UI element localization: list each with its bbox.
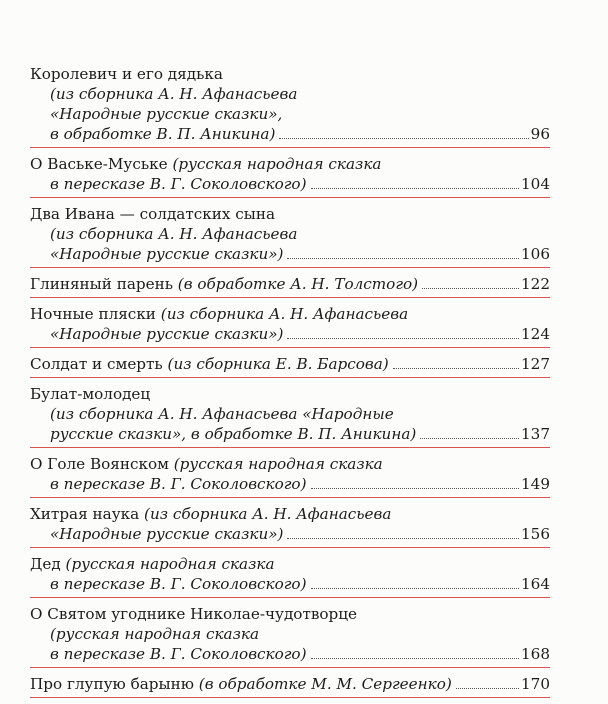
entry-subtitle-line [30, 84, 550, 104]
dot-leader [287, 538, 519, 539]
entry-title-line [30, 304, 550, 324]
entry-title-line [30, 504, 550, 524]
entry-source-text: (русская народная сказка [50, 625, 260, 643]
entry-title-text: Солдат и смерть [30, 355, 168, 373]
page-number: 127 [521, 355, 550, 373]
page-number: 137 [521, 425, 550, 443]
entry-source-text: (в обработке М. М. Сергеенко) [198, 675, 452, 693]
entry-subtitle-line [30, 624, 550, 644]
entry-title-line [30, 454, 550, 474]
entry-source-text: (из сборника А. Н. Афанасьева «Народные [50, 405, 394, 423]
entry-text [50, 424, 416, 444]
page-number: 96 [530, 125, 550, 143]
entry-source-text: в пересказе В. Г. Соколовского) [50, 645, 307, 663]
entry-text [30, 205, 275, 223]
entry-source-text: (из сборника А. Н. Афанасьева [50, 225, 298, 243]
entry-title-line [30, 384, 550, 404]
entry-title-line [30, 554, 550, 574]
dot-leader [287, 338, 519, 339]
entry-subtitle-line [30, 244, 550, 264]
entry-text [50, 574, 307, 594]
entry-text [50, 105, 282, 123]
entry-subtitle-line [30, 324, 550, 344]
entry-text [30, 305, 408, 323]
dot-leader [311, 188, 520, 189]
entry-text [50, 85, 297, 103]
entry-source-text: русские сказки», в обработке В. П. Аникина) [50, 425, 417, 443]
entry-title-text: Ночные пляски [30, 305, 161, 323]
toc-entry [30, 384, 550, 448]
entry-text [30, 385, 150, 403]
page-number: 104 [521, 175, 550, 193]
entry-text [50, 225, 297, 243]
entry-title-text: Дед [30, 555, 66, 573]
entry-title-text: О Святом угоднике Николае-чудотворце [30, 605, 358, 623]
toc-entry [30, 354, 550, 378]
entry-text [50, 474, 307, 494]
entry-subtitle-line [30, 404, 550, 424]
toc-entry [30, 64, 550, 148]
page-number: 164 [521, 575, 550, 593]
table-of-contents [30, 64, 550, 704]
entry-source-text: «Народные русские сказки») [50, 525, 284, 543]
entry-text [30, 674, 452, 694]
entry-source-text: «Народные русские сказки», [50, 105, 283, 123]
entry-source-text: (из сборника Е. В. Барсова) [167, 355, 389, 373]
toc-entry [30, 454, 550, 498]
entry-subtitle-line [30, 524, 550, 544]
entry-source-text: (из сборника А. Н. Афанасьева [50, 85, 298, 103]
dot-leader [420, 438, 519, 439]
dot-leader [311, 658, 520, 659]
toc-entry [30, 674, 550, 698]
dot-leader [393, 368, 519, 369]
entry-text [30, 555, 275, 573]
entry-text [50, 324, 283, 344]
entry-title-line [30, 64, 550, 84]
entry-subtitle-line [30, 424, 550, 444]
entry-title-text: Два Ивана — солдатских сына [30, 205, 276, 223]
entry-title-text: Королевич и его дядька [30, 65, 223, 83]
entry-source-text: в пересказе В. Г. Соколовского) [50, 175, 307, 193]
toc-entry [30, 204, 550, 268]
entry-subtitle-line [30, 124, 550, 144]
entry-title-line [30, 154, 550, 174]
entry-title-line [30, 354, 550, 374]
entry-source-text: (в обработке А. Н. Толстого) [177, 275, 419, 293]
page-number: 170 [521, 675, 550, 693]
entry-source-text: (русская народная сказка [65, 555, 275, 573]
entry-title-line [30, 274, 550, 294]
entry-subtitle-line [30, 644, 550, 664]
entry-source-text: (русская народная сказка [172, 155, 382, 173]
entry-text [50, 244, 283, 264]
entry-subtitle-line [30, 574, 550, 594]
dot-leader [279, 138, 528, 139]
entry-text [50, 405, 394, 423]
entry-text [30, 274, 418, 294]
page-number: 106 [521, 245, 550, 263]
toc-entry [30, 604, 550, 668]
entry-title-text: О Ваське-Муське [30, 155, 173, 173]
dot-leader [422, 288, 519, 289]
entry-source-text: (из сборника А. Н. Афанасьева [160, 305, 409, 323]
entry-source-text: в пересказе В. Г. Соколовского) [50, 475, 307, 493]
entry-text [30, 605, 357, 623]
entry-title-text: О Голе Воянском [30, 455, 174, 473]
entry-subtitle-line [30, 104, 550, 124]
entry-text [30, 354, 389, 374]
entry-subtitle-line [30, 474, 550, 494]
entry-source-text: (русская народная сказка [173, 455, 383, 473]
entry-source-text: «Народные русские сказки») [50, 245, 284, 263]
entry-title-text: Про глупую барыню [30, 675, 199, 693]
entry-subtitle-line [30, 224, 550, 244]
toc-entry [30, 304, 550, 348]
page-number: 122 [521, 275, 550, 293]
dot-leader [287, 258, 519, 259]
entry-text [30, 505, 391, 523]
toc-entry [30, 554, 550, 598]
entry-text [50, 174, 307, 194]
page-number: 124 [521, 325, 550, 343]
dot-leader [311, 588, 520, 589]
entry-text [50, 625, 259, 643]
toc-entry [30, 154, 550, 198]
page-number: 156 [521, 525, 550, 543]
entry-text [30, 155, 381, 173]
entry-text [30, 65, 223, 83]
entry-source-text: в обработке В. П. Аникина) [50, 125, 276, 143]
dot-leader [456, 688, 519, 689]
page-number: 168 [521, 645, 550, 663]
toc-entry [30, 274, 550, 298]
entry-title-line [30, 674, 550, 694]
entry-title-text: Хитрая наука [30, 505, 145, 523]
entry-title-line [30, 604, 550, 624]
entry-source-text: «Народные русские сказки») [50, 325, 284, 343]
entry-source-text: в пересказе В. Г. Соколовского) [50, 575, 307, 593]
entry-source-text: (из сборника А. Н. Афанасьева [144, 505, 392, 523]
entry-title-text: Булат-молодец [30, 385, 151, 403]
dot-leader [311, 488, 520, 489]
entry-text [50, 124, 275, 144]
entry-text [50, 644, 307, 664]
entry-title-line [30, 204, 550, 224]
entry-text [50, 524, 283, 544]
page-number: 149 [521, 475, 550, 493]
entry-subtitle-line [30, 174, 550, 194]
toc-entry [30, 504, 550, 548]
entry-title-text: Глиняный парень [30, 275, 178, 293]
entry-text [30, 455, 383, 473]
